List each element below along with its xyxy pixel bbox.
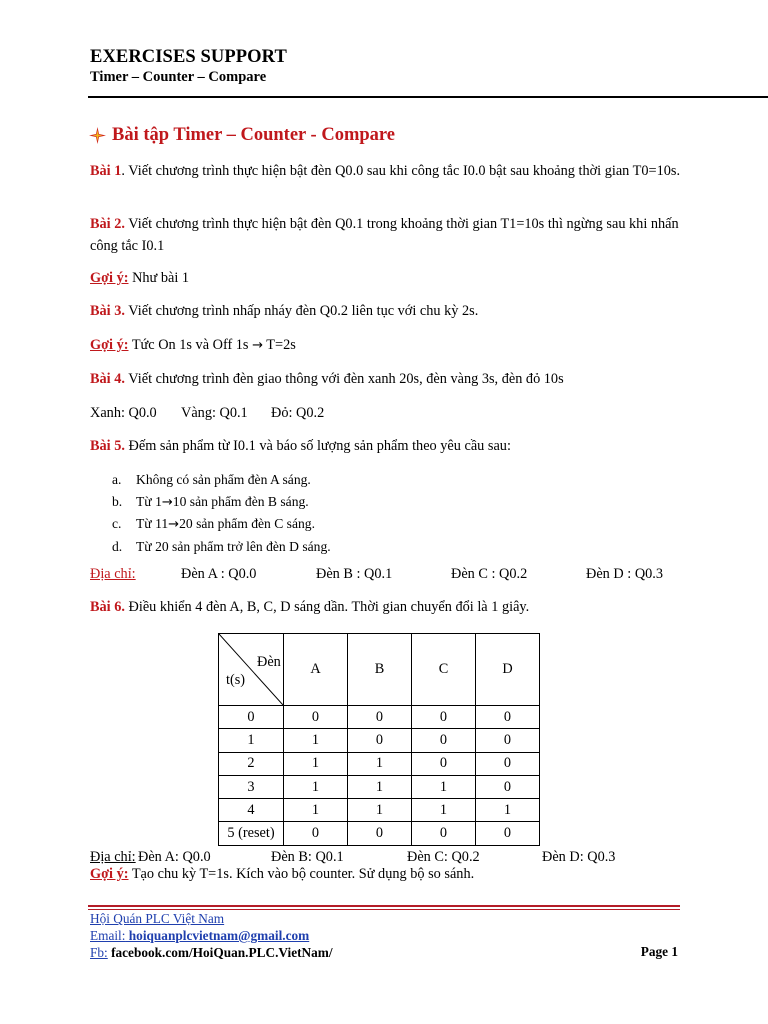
lamp-a-address: Đèn A : Q0.0	[181, 566, 257, 582]
list-text: Không có sản phẩm đèn A sáng.	[136, 472, 311, 487]
table-cell: 1	[284, 752, 348, 775]
address-label: Địa chỉ:	[90, 849, 136, 865]
corner-top-label: Đèn	[257, 654, 281, 670]
hint-text-tail: T=2s	[262, 337, 296, 353]
time-cell: 5 (reset)	[219, 822, 284, 845]
lamp-b-address: Đèn B : Q0.1	[316, 566, 393, 582]
list-item	[112, 513, 331, 536]
table-cell: 1	[348, 752, 412, 775]
fb-link[interactable]: facebook.com/HoiQuan.PLC.VietNam/	[107, 945, 333, 960]
table-cell: 0	[412, 822, 476, 845]
table-cell: 0	[348, 706, 412, 729]
table-row	[219, 706, 540, 729]
hint-text: Tức On 1s và Off 1s	[128, 337, 253, 353]
time-cell: 3	[219, 775, 284, 798]
right-arrow-icon: →	[168, 517, 180, 532]
exercise-text: Điều khiển 4 đèn A, B, C, D sáng dần. Thời gian chuyển đổi là 1 giây.	[124, 599, 530, 615]
hint-1	[90, 268, 690, 290]
table-cell: 1	[348, 775, 412, 798]
table-cell: 1	[284, 729, 348, 752]
lamp-d-address: Đèn D : Q0.3	[586, 566, 664, 582]
doc-subtitle: Timer – Counter – Compare	[90, 69, 267, 85]
exercise-1	[90, 161, 690, 183]
email-label: Email:	[90, 928, 126, 943]
lamp-b-address: Đèn B: Q0.1	[271, 849, 344, 865]
table-cell: 0	[476, 729, 540, 752]
table-cell: 1	[284, 775, 348, 798]
exercise-5-list	[112, 469, 331, 557]
lamp-a-address: Đèn A: Q0.0	[138, 849, 211, 865]
footer-divider	[88, 905, 680, 907]
hint-label: Gợi ý:	[90, 866, 129, 882]
corner-bottom-label: t(s)	[226, 672, 246, 688]
table-cell: 0	[348, 822, 412, 845]
green-address: Xanh: Q0.0	[90, 405, 157, 421]
exercise-label: Bài 1	[90, 163, 122, 179]
table-row	[219, 729, 540, 752]
table-header-row	[219, 634, 540, 706]
column-header: B	[348, 634, 412, 706]
column-header: A	[284, 634, 348, 706]
exercise-label: Bài 6.	[90, 599, 125, 615]
hint-3	[90, 864, 690, 886]
lamp-d-address: Đèn D: Q0.3	[542, 849, 616, 865]
table-row	[219, 799, 540, 822]
red-address: Đỏ: Q0.2	[271, 405, 325, 421]
org-link[interactable]: Hội Quán PLC Việt Nam	[90, 911, 225, 926]
section-heading: Bài tập Timer – Counter - Compare	[112, 125, 395, 145]
table-row	[219, 752, 540, 775]
footer-org	[90, 910, 224, 927]
right-arrow-icon: →	[161, 494, 173, 510]
list-text-tail: 20 sản phẩm đèn C sáng.	[179, 516, 315, 531]
time-cell: 2	[219, 752, 284, 775]
list-text: Từ 20 sản phẩm trở lên đèn D sáng.	[136, 538, 331, 554]
column-header: D	[476, 634, 540, 706]
table-cell: 0	[348, 729, 412, 752]
table-row	[219, 822, 540, 845]
table-cell: 0	[284, 706, 348, 729]
table-cell: 0	[476, 752, 540, 775]
fb-label: Fb:	[90, 945, 108, 960]
time-cell: 4	[219, 799, 284, 822]
four-point-star-icon	[89, 127, 106, 144]
exercise-3	[90, 301, 690, 323]
exercise-label: Bài 3.	[90, 303, 125, 319]
email-link[interactable]: hoiquanplcvietnam@gmail.com	[125, 928, 310, 943]
table-cell: 0	[412, 729, 476, 752]
table-cell: 1	[476, 799, 540, 822]
exercise-5	[90, 436, 690, 458]
footer-email	[90, 927, 309, 944]
exercise-text: . Viết chương trình thực hiện bật đèn Q0.0 sau khi công tắc I0.0 bật sau khoảng thời gian T0=10s.	[121, 163, 681, 179]
hint-label: Gợi ý:	[90, 337, 129, 353]
lamp-c-address: Đèn C : Q0.2	[451, 566, 528, 582]
table-row	[219, 775, 540, 798]
exercise-text: Viết chương trình thực hiện bật đèn Q0.1 trong khoảng thời gian T1=10s thì ngừng sau khi nhấn công tắc I0.1	[90, 216, 679, 254]
table-cell: 0	[476, 706, 540, 729]
list-text: Từ 1	[136, 493, 162, 509]
hint-text: Như bài 1	[128, 270, 190, 286]
exercise-text: Viết chương trình nhấp nháy đèn Q0.2 liên tục với chu kỳ 2s.	[124, 303, 479, 319]
hint-2	[90, 335, 690, 357]
hint-text: Tạo chu kỳ T=1s. Kích vào bộ counter. Sử dụng bộ so sánh.	[128, 866, 475, 882]
list-text-tail: 10 sản phẩm đèn B sáng.	[172, 493, 309, 509]
exercise-label: Bài 2.	[90, 216, 125, 232]
table-cell: 1	[412, 775, 476, 798]
table-cell: 0	[476, 822, 540, 845]
column-header: C	[412, 634, 476, 706]
list-marker: d.	[112, 538, 123, 554]
exercise-label: Bài 4.	[90, 371, 125, 387]
time-cell: 1	[219, 729, 284, 752]
exercise-6	[90, 597, 690, 619]
lamp-c-address: Đèn C: Q0.2	[407, 849, 480, 865]
list-marker: b.	[112, 493, 123, 509]
list-item	[112, 536, 331, 558]
doc-title: EXERCISES SUPPORT	[90, 47, 287, 67]
yellow-address: Vàng: Q0.1	[181, 405, 248, 421]
exercise-text: Đếm sản phẩm từ I0.1 và báo số lượng sản phẩm theo yêu cầu sau:	[124, 438, 511, 454]
hint-label: Gợi ý:	[90, 270, 129, 286]
list-marker: a.	[112, 472, 122, 487]
exercise-text: Viết chương trình đèn giao thông với đèn xanh 20s, đèn vàng 3s, đèn đỏ 10s	[124, 371, 564, 387]
table-cell: 0	[412, 752, 476, 775]
list-marker: c.	[112, 516, 122, 531]
exercise-4	[90, 369, 690, 391]
table-cell: 1	[348, 799, 412, 822]
header-divider	[88, 96, 768, 98]
right-arrow-icon: →	[252, 338, 263, 353]
table-cell: 0	[476, 775, 540, 798]
address-label: Địa chỉ:	[90, 566, 136, 582]
list-text: Từ 11	[136, 516, 169, 531]
list-item	[112, 469, 331, 491]
corner-cell	[219, 634, 284, 706]
table-cell: 1	[284, 799, 348, 822]
table-cell: 0	[412, 706, 476, 729]
table-cell: 0	[284, 822, 348, 845]
time-cell: 0	[219, 706, 284, 729]
list-item	[112, 491, 331, 514]
exercise-label: Bài 5.	[90, 438, 125, 454]
exercise-2	[90, 214, 690, 257]
lamp-sequence-table	[218, 633, 540, 846]
table-cell: 1	[412, 799, 476, 822]
footer-facebook	[90, 944, 333, 961]
page-number: Page 1	[640, 944, 678, 959]
